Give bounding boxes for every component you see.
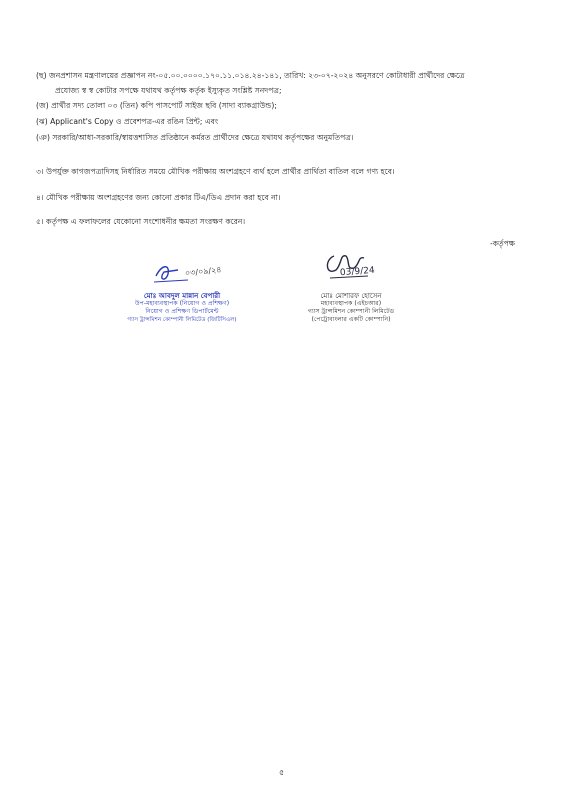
item-nya: (ঞ) সরকারি/আধা-সরকারি/স্বায়ত্তশাসিত প্রতিষ্ঠানে কর্মরত প্রার্থীদের ক্ষেত্রে যথাযথ কর্তৃপক্ষের অনুমতিপত্র। — [36, 133, 354, 142]
signature-right-date: 03/9/24 — [339, 265, 376, 279]
item-ja: (জ) প্রার্থীর সদ্য তোলা ০৩ (তিন) কপি পাসপোর্ট সাইজ ছবি (সাদা ব্যাকগ্রাউন্ড); — [36, 101, 277, 110]
item-chha-line2: প্রযোজ্য স্ব স্ব কোটার সপক্ষে যথাযথ কর্তৃপক্ষ কর্তৃক ইস্যুকৃত সংশ্লিষ্ট সনদপত্র; — [55, 86, 282, 95]
authority-label: -কর্তৃপক্ষ — [490, 239, 516, 248]
signature-right-designation: মহাব্যবস্থাপক (এইচআর) — [320, 300, 382, 307]
signature-right-name: মোঃ মোশারফ হোসেন — [320, 292, 382, 300]
point-5: ৫। কর্তৃপক্ষ এ ফলাফলের যেকোনো সংশোধনীর ক্ষমতা সংরক্ষণ করেন। — [36, 217, 246, 226]
signature-right-company: গ্যাস ট্রান্সমিশন কোম্পানী লিমিটেড — [307, 308, 395, 315]
signature-right-note: (পেট্রোবাংলার একটি কোম্পানি) — [311, 316, 391, 323]
signature-left-block — [112, 292, 252, 324]
signature-left-designation: উপ-মহাব্যবস্থাপক (নিয়োগ ও প্রশিক্ষণ) — [134, 300, 230, 307]
item-chha-line1: (ছ) জনপ্রশাসন মন্ত্রণালয়ের প্রজ্ঞাপন নং-০৫.০০.০০০০.১৭০.১১.০১৪.২৪-১৪১, তারিখ: ২৩-০৭-২০২৪ অনুসরণে কোটাধারী প্রার্থীদের ক্ষেত্রে — [36, 71, 465, 80]
point-4: ৪। মৌখিক পরীক্ষায় অংশগ্রহণের জন্য কোনো প্রকার টিএ/ডিএ প্রদান করা হবে না। — [36, 193, 281, 202]
item-jha: (ঝ) Applicant's Copy ও প্রবেশপত্র-এর রঙিন প্রিন্ট; এবং — [36, 117, 219, 126]
signature-left-name: মোঃ আবদুল মান্নান বেপারী — [143, 292, 221, 300]
point-3: ৩। উপর্যুক্ত কাগজপত্রাদিসহ নির্ধারিত সময়ে মৌখিক পরীক্ষায় অংশগ্রহণে ব্যর্থ হলে প্রার্থীর প্রার্থিতা বাতিল বলে গণ্য হবে। — [36, 167, 395, 176]
signature-left-department: নিয়োগ ও প্রশিক্ষণ ডিপার্টমেন্ট — [145, 308, 219, 315]
signature-right-block — [296, 292, 406, 324]
page-number: ৫ — [279, 768, 285, 777]
signature-left-company: গ্যাস ট্রান্সমিশন কোম্পানী লিমিটেড (জিটিসিএল) — [127, 317, 237, 323]
signature-left-date: ০৩/০৯/২৪ — [184, 265, 222, 278]
